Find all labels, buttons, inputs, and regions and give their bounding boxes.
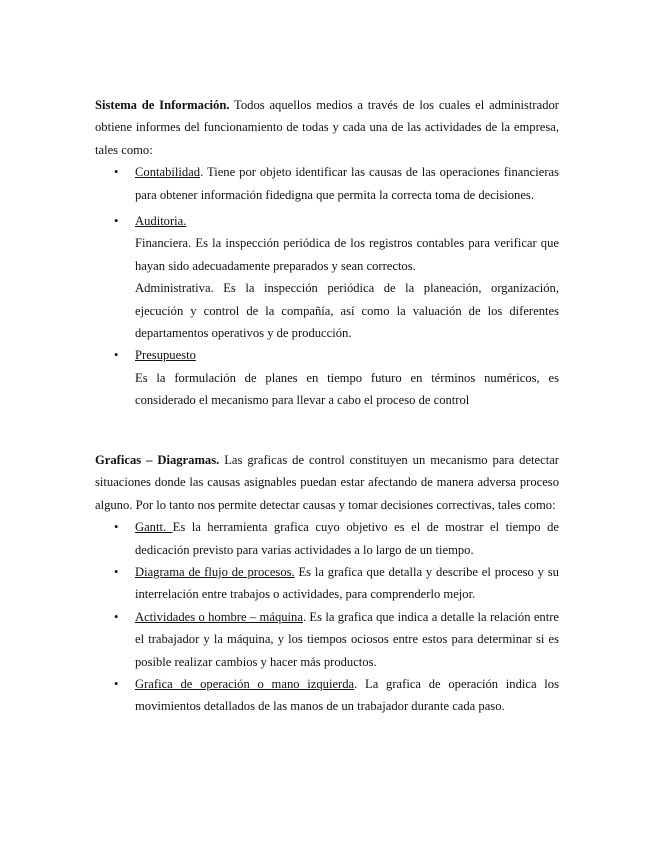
- section-intro: [95, 94, 559, 161]
- bullet-icon: •: [114, 609, 119, 624]
- item-term: Presupuesto: [135, 348, 196, 363]
- item-term: Grafica de operación o mano izquierda: [135, 677, 355, 692]
- intro-text: Todos aquellos medios a través de los cuales el administrador obtiene informes del funcionamiento de todas y cada una de las actividades de la empresa, tales como:: [95, 98, 559, 157]
- bullet-icon: •: [114, 677, 119, 692]
- item-subparagraph-administrativa: Administrativa. Es la inspección periódica de la planeación, organización, ejecución y control de la compañía, así como la valuación de los diferentes departamentos operativos y de producción.: [135, 281, 559, 341]
- list-item-presupuesto: [95, 344, 559, 411]
- item-term: Diagrama de flujo de procesos.: [135, 565, 295, 580]
- bullet-icon: •: [114, 520, 119, 535]
- bullet-icon: •: [114, 565, 119, 580]
- section-heading: Sistema de Información.: [95, 98, 230, 112]
- item-term: Gantt.: [135, 520, 173, 535]
- bullet-icon: •: [114, 214, 119, 229]
- item-term: Contabilidad: [135, 165, 201, 180]
- list-item-gantt: [95, 516, 559, 561]
- item-term: Actividades o hombre – máquina: [135, 609, 303, 624]
- bullet-list: [95, 161, 559, 411]
- item-subparagraph-financiera: Financiera. Es la inspección periódica de los registros contables para verificar que hayan sido adecuadamente preparados y sean correctos.: [135, 236, 559, 273]
- list-item-auditoria: [95, 210, 559, 344]
- list-item-mano-izquierda: [95, 673, 559, 718]
- section-graficas-diagramas: [95, 449, 559, 718]
- bullet-list: [95, 516, 559, 718]
- item-text: Es la herramienta grafica cuyo objetivo es el de mostrar el tiempo de dedicación previsto para varias actividades a lo largo de un tiempo.: [135, 520, 559, 557]
- list-item-contabilidad: [95, 161, 559, 206]
- bullet-icon: •: [114, 165, 119, 180]
- bullet-icon: •: [114, 348, 119, 363]
- intro-text: Las graficas de control constituyen un mecanismo para detectar situaciones donde las causas asignables puedan estar afectando de manera adversa proceso alguno. Por lo tanto nos permite detectar causas y tomar decisiones correctivas, tales como:: [95, 453, 559, 512]
- list-item-hombre-maquina: [95, 606, 559, 673]
- item-text: . Es la grafica que indica a detalle la relación entre el trabajador y la máquina, y los tiempos ociosos entre estos para determinar si es posible realizar cambios y hacer más productos.: [135, 609, 559, 669]
- section-intro: [95, 449, 559, 516]
- item-term: Auditoria.: [135, 214, 187, 229]
- item-separator: .: [200, 165, 204, 180]
- item-subparagraph: Es la formulación de planes en tiempo futuro en términos numéricos, es considerado el mecanismo para llevar a cabo el proceso de control: [135, 370, 559, 408]
- list-item-diagrama-flujo: [95, 561, 559, 606]
- item-text: Es la grafica que detalla y describe el proceso y su interrelación entre trabajos o actividades, para comprenderlo mejor.: [135, 565, 559, 602]
- item-text: Tiene por objeto identificar las causas de las operaciones financieras para obtener información fidedigna que permita la correcta toma de decisiones.: [135, 165, 559, 202]
- item-text: . La grafica de operación indica los movimientos detallados de las manos de un trabajador durante cada paso.: [135, 677, 559, 714]
- section-heading: Graficas – Diagramas.: [95, 453, 220, 467]
- section-sistema-informacion: [95, 94, 559, 412]
